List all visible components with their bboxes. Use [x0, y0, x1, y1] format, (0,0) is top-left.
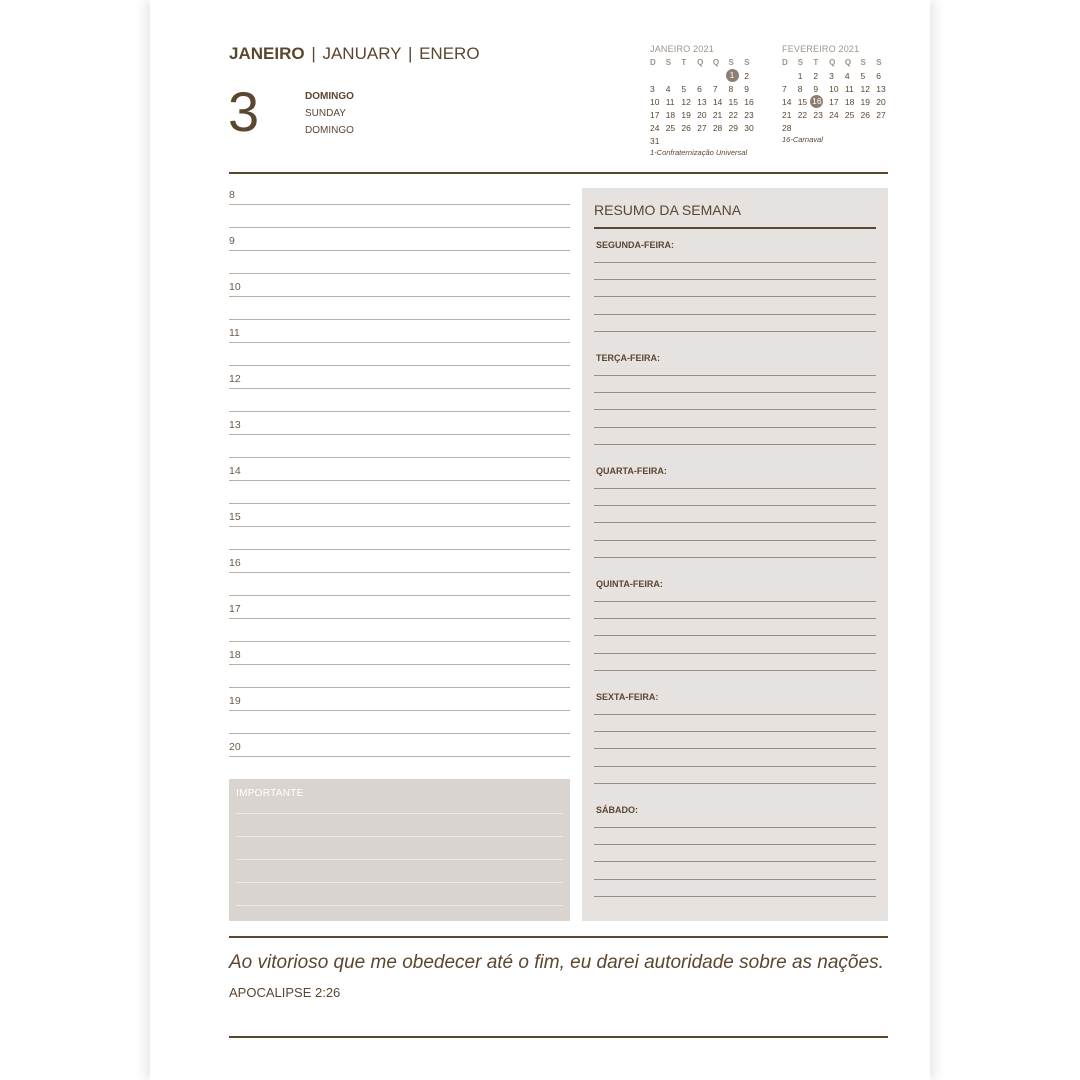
writing-line: [594, 601, 876, 602]
calendar-day: 24: [650, 122, 660, 133]
calendar-day: [713, 134, 729, 147]
weekday-header: S: [744, 58, 750, 67]
hour-label: 15: [229, 511, 241, 523]
weekday-label: TERÇA-FEIRA:: [596, 353, 660, 363]
month-pt: JANEIRO: [229, 44, 305, 63]
calendar-day: 12: [681, 96, 691, 107]
calendar-day: 27: [697, 122, 707, 133]
writing-line: [229, 618, 570, 619]
writing-line: [229, 480, 570, 481]
calendar-day: 31: [650, 135, 660, 146]
weekday-header: S: [797, 58, 804, 67]
calendar-day: 18: [844, 96, 855, 107]
hour-slot[interactable]: [229, 556, 570, 602]
writing-line: [229, 756, 570, 757]
calendar-day: [744, 134, 760, 147]
writing-line: [229, 710, 570, 711]
hour-label: 14: [229, 465, 241, 477]
calendar-day: 29: [728, 122, 738, 133]
writing-line: [594, 375, 876, 376]
weekday-header: S: [728, 58, 734, 67]
calendar-day: 26: [681, 122, 691, 133]
calendar-day: 15: [728, 96, 738, 107]
weekday-label: SEXTA-FEIRA:: [596, 692, 659, 702]
calendar-day: 23: [813, 109, 823, 120]
writing-line: [229, 572, 570, 573]
calendar-day: 7: [712, 83, 718, 94]
weekday-header: T: [681, 58, 687, 67]
writing-line: [594, 409, 876, 410]
calendar-day: 13: [697, 96, 707, 107]
writing-line: [229, 549, 570, 550]
calendar-day: 6: [876, 70, 881, 81]
calendar-day-highlighted: [813, 95, 829, 108]
calendar-day: [681, 134, 697, 147]
writing-line: [229, 457, 570, 458]
writing-line: [236, 859, 563, 860]
writing-line: [236, 813, 563, 814]
writing-line: [229, 503, 570, 504]
hour-label: 11: [229, 327, 240, 339]
writing-line: [229, 733, 570, 734]
day-name-en: SUNDAY: [305, 108, 346, 119]
calendar-day: 3: [829, 70, 834, 81]
mini-calendar-january: [650, 44, 760, 157]
calendar-day: [697, 134, 713, 147]
writing-line: [594, 844, 876, 845]
calendar-day: 15: [797, 96, 808, 107]
mini-calendar-title: JANEIRO 2021: [650, 44, 714, 54]
weekday-header: D: [782, 58, 788, 67]
calendar-day: 11: [665, 96, 675, 107]
calendar-day: 1: [797, 70, 803, 81]
weekday-header: S: [876, 58, 882, 67]
hour-slot[interactable]: [229, 510, 570, 556]
writing-line: [594, 557, 876, 558]
calendar-day: 25: [665, 122, 676, 133]
writing-line: [594, 861, 876, 862]
writing-line: [594, 635, 876, 636]
hour-slot[interactable]: [229, 234, 570, 280]
writing-line: [229, 687, 570, 688]
calendar-day: 3: [650, 83, 655, 94]
calendar-day: 7: [782, 83, 787, 94]
day-names: [305, 88, 354, 139]
writing-line: [594, 827, 876, 828]
calendar-day: [829, 121, 845, 134]
hour-label: 16: [229, 557, 241, 569]
writing-line: [594, 670, 876, 671]
calendar-day: [798, 121, 814, 134]
hour-label: 8: [229, 189, 235, 201]
calendar-day: 2: [744, 70, 749, 81]
weekday-header: Q: [697, 58, 704, 67]
writing-line: [594, 731, 876, 732]
writing-line: [229, 250, 570, 251]
writing-line: [594, 392, 876, 393]
hour-label: 17: [229, 603, 241, 615]
writing-line: [594, 714, 876, 715]
calendar-day: 8: [797, 83, 803, 94]
resumo-semana-box: [582, 188, 888, 921]
writing-line: [236, 905, 563, 906]
calendar-day: [729, 134, 745, 147]
writing-line: [594, 296, 876, 297]
weekday-header: S: [860, 58, 866, 67]
writing-line: [594, 522, 876, 523]
calendar-day: 20: [697, 109, 707, 120]
holiday-note: 16-Carnaval: [782, 135, 823, 144]
writing-line: [594, 279, 876, 280]
calendar-day: 4: [844, 70, 850, 81]
calendar-day: 17: [829, 96, 839, 107]
calendar-day: 20: [876, 96, 886, 107]
highlighted-date: 1: [726, 69, 739, 82]
mini-calendar-title: FEVEREIRO 2021: [782, 44, 860, 54]
hour-slot[interactable]: [229, 326, 570, 372]
writing-line: [594, 488, 876, 489]
calendar-day: 16: [744, 96, 754, 107]
hour-slot[interactable]: [229, 372, 570, 418]
hour-slot[interactable]: [229, 464, 570, 510]
calendar-day: 22: [797, 109, 808, 120]
calendar-day: 11: [844, 83, 854, 94]
calendar-day: 28: [712, 122, 723, 133]
writing-line: [229, 664, 570, 665]
writing-line: [594, 505, 876, 506]
writing-line: [229, 388, 570, 389]
hour-slot[interactable]: [229, 418, 570, 464]
calendar-day: 9: [813, 83, 819, 94]
calendar-day: [813, 121, 829, 134]
calendar-day: 19: [681, 109, 691, 120]
calendar-day: 26: [860, 109, 871, 120]
resumo-divider: [594, 227, 876, 229]
calendar-day: [697, 69, 713, 82]
resumo-title: RESUMO DA SEMANA: [594, 202, 742, 218]
month-es: ENERO: [419, 44, 480, 63]
weekday-header: D: [650, 58, 656, 67]
calendar-day: [782, 69, 798, 82]
weekday-label: QUARTA-FEIRA:: [596, 466, 667, 476]
weekday-label: SÁBADO:: [596, 805, 638, 815]
calendar-day: 8: [728, 83, 734, 94]
mini-calendar-february: [782, 44, 892, 144]
calendar-day: [666, 69, 682, 82]
day-name-pt: DOMINGO: [305, 91, 354, 102]
writing-line: [229, 227, 570, 228]
month-en: JANUARY: [322, 44, 402, 63]
writing-line: [229, 296, 570, 297]
bible-quote: Ao vitorioso que me obedecer até o fim, eu darei autoridade sobre as nações.: [229, 952, 884, 973]
weekday-label: QUINTA-FEIRA:: [596, 579, 663, 589]
calendar-day: [845, 121, 861, 134]
calendar-day: 17: [650, 109, 660, 120]
calendar-day: 22: [728, 109, 738, 120]
hour-label: 10: [229, 281, 241, 293]
calendar-day: 9: [744, 83, 749, 94]
hour-label: 19: [229, 695, 241, 707]
month-title: [229, 44, 480, 64]
writing-line: [229, 411, 570, 412]
hour-slot[interactable]: [229, 280, 570, 326]
writing-line: [236, 882, 563, 883]
writing-line: [229, 273, 570, 274]
writing-line: [229, 526, 570, 527]
writing-line: [594, 748, 876, 749]
calendar-day: 23: [744, 109, 754, 120]
calendar-day: 18: [665, 109, 676, 120]
calendar-day: 4: [665, 83, 671, 94]
writing-line: [229, 342, 570, 343]
calendar-day: [650, 69, 666, 82]
bible-reference: APOCALIPSE 2:26: [229, 985, 341, 1000]
calendar-day: 21: [782, 109, 792, 120]
writing-line: [594, 314, 876, 315]
day-number: 3: [228, 80, 260, 143]
writing-line: [594, 766, 876, 767]
writing-line: [594, 427, 876, 428]
calendar-day: 28: [782, 122, 792, 133]
calendar-day: 2: [813, 70, 819, 81]
calendar-day: 19: [860, 96, 871, 107]
writing-line: [594, 879, 876, 880]
writing-line: [594, 262, 876, 263]
writing-line: [229, 434, 570, 435]
footer-bottom-rule: [229, 1036, 888, 1038]
separator: |: [311, 44, 316, 63]
writing-line: [594, 653, 876, 654]
calendar-day: 14: [712, 96, 723, 107]
hour-label: 13: [229, 419, 241, 431]
calendar-day: 27: [876, 109, 886, 120]
calendar-day: 25: [844, 109, 855, 120]
weekday-label: SEGUNDA-FEIRA:: [596, 240, 674, 250]
writing-line: [229, 595, 570, 596]
separator: |: [407, 44, 413, 63]
calendar-day: [681, 69, 697, 82]
writing-line: [594, 896, 876, 897]
calendar-day: 30: [744, 122, 754, 133]
importante-box: [229, 779, 570, 921]
writing-line: [229, 641, 570, 642]
calendar-day-highlighted: [729, 69, 745, 82]
writing-line: [594, 618, 876, 619]
hour-label: 9: [229, 235, 235, 247]
hour-schedule: [229, 188, 570, 786]
hour-label: 20: [229, 741, 241, 753]
weekday-header: T: [813, 58, 819, 67]
hour-label: 12: [229, 373, 241, 385]
hour-slot[interactable]: [229, 648, 570, 694]
calendar-day: 12: [860, 83, 871, 94]
calendar-day: 13: [876, 83, 886, 94]
hour-slot[interactable]: [229, 188, 570, 234]
writing-line: [229, 365, 570, 366]
highlighted-date: 16: [812, 96, 822, 106]
writing-line: [594, 783, 876, 784]
writing-line: [229, 204, 570, 205]
writing-line: [594, 331, 876, 332]
calendar-day: [666, 134, 682, 147]
weekday-header: Q: [844, 58, 852, 67]
calendar-day: 14: [782, 96, 792, 107]
writing-line: [594, 540, 876, 541]
day-name-es: DOMINGO: [305, 125, 354, 136]
hour-slot[interactable]: [229, 694, 570, 740]
calendar-day: 21: [712, 109, 723, 120]
header-divider: [229, 172, 888, 174]
calendar-day: 10: [650, 96, 660, 107]
hour-slot[interactable]: [229, 602, 570, 648]
weekday-header: S: [665, 58, 672, 67]
calendar-day: 5: [860, 70, 866, 81]
weekday-header: Q: [712, 58, 720, 67]
calendar-day: 10: [829, 83, 839, 94]
hour-label: 18: [229, 649, 241, 661]
holiday-note: 1-Confraternização Universal: [650, 148, 748, 157]
calendar-day: 6: [697, 83, 702, 94]
calendar-day: [876, 121, 892, 134]
writing-line: [236, 836, 563, 837]
calendar-day: 5: [681, 83, 687, 94]
writing-line: [229, 319, 570, 320]
footer-top-rule: [229, 936, 888, 938]
calendar-day: 24: [829, 109, 839, 120]
importante-label: IMPORTANTE: [236, 788, 304, 799]
weekday-header: Q: [829, 58, 836, 67]
writing-line: [594, 444, 876, 445]
calendar-day: [861, 121, 877, 134]
